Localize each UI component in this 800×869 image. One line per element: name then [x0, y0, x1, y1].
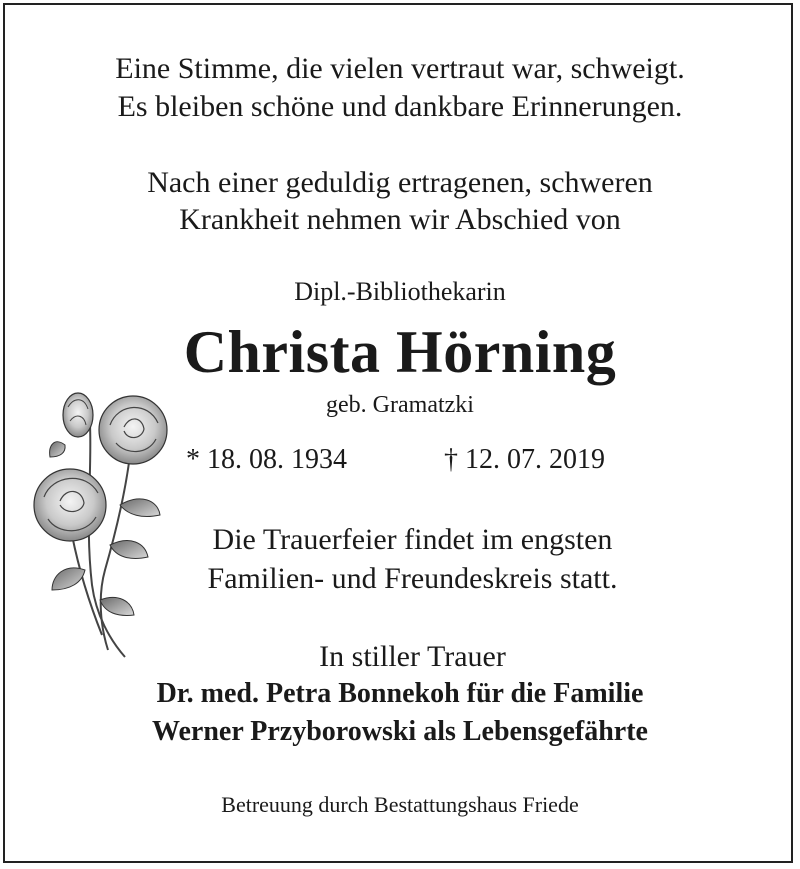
ceremony-line-1: Die Trauerfeier findet im engsten	[212, 523, 613, 556]
born-name: geb. Gramatzki	[326, 392, 474, 418]
verse-line-2: Es bleiben schöne und dankbare Erinnerungen.	[117, 90, 683, 123]
mourners-intro: In stiller Trauer	[319, 640, 506, 673]
footer-note: Betreuung durch Bestattungshaus Friede	[221, 792, 579, 817]
birth-date: * 18. 08. 1934	[186, 444, 347, 475]
deceased-name: Christa Hörning	[183, 319, 617, 385]
mourner-line-1: Dr. med. Petra Bonnekoh für die Familie	[156, 678, 644, 709]
roses-illustration-icon	[30, 385, 180, 660]
ceremony-line-2: Familien- und Freundeskreis statt.	[207, 562, 618, 595]
death-date: † 12. 07. 2019	[444, 444, 605, 475]
verse-line-1: Eine Stimme, die vielen vertraut war, schweigt.	[115, 52, 685, 85]
intro-line-1: Nach einer geduldig ertragenen, schweren	[147, 166, 653, 199]
mourner-line-2: Werner Przyborowski als Lebensgefährte	[152, 716, 648, 747]
deceased-title: Dipl.-Bibliothekarin	[294, 277, 506, 306]
intro-line-2: Krankheit nehmen wir Abschied von	[179, 203, 621, 236]
